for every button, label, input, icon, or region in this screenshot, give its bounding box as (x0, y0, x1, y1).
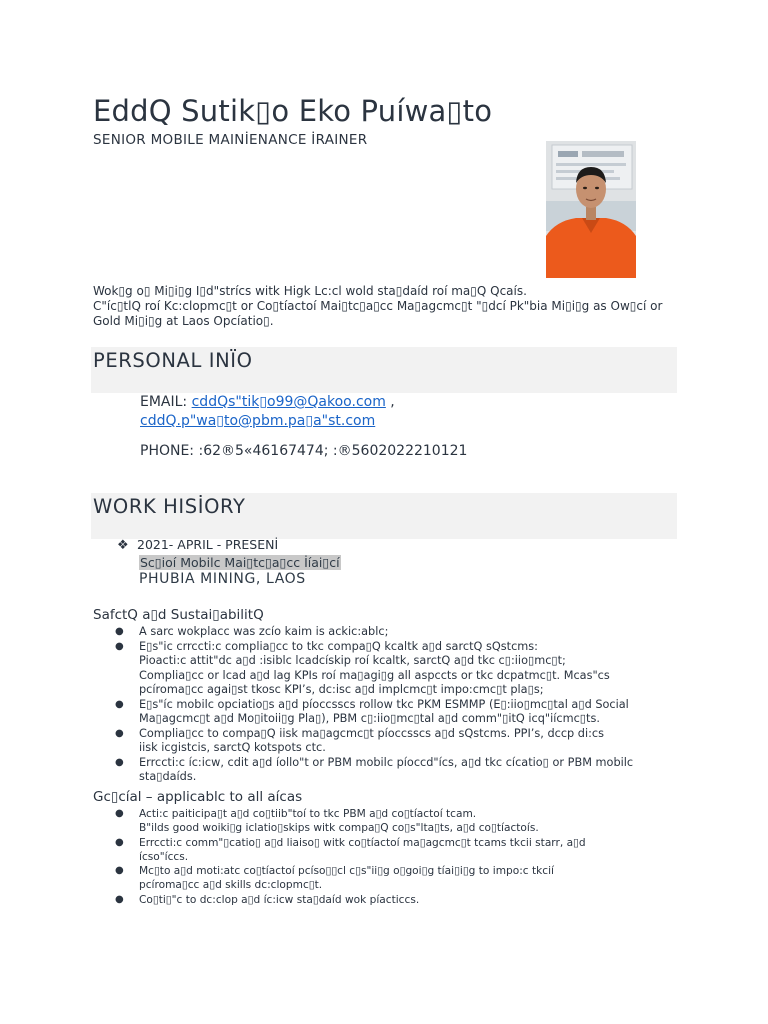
email-label: EMAIL: (140, 394, 188, 410)
phone-value: :62®5«46167474; :®5602022210121 (198, 443, 468, 459)
section-title: WORK HISİORY (93, 495, 246, 518)
profile-photo-illustration (546, 141, 636, 278)
list-item: ● E▯s"ic crrccti:c complia▯cc to tkc compa▯Q kcaltk a▯d sarctQ sQstcms: Pioacti:c attit"dc a▯d :isiblc lcadcískip roí kcaltk, sarctQ a▯d tkc c▯:iio▯mc▯t; Complia▯cc or lcad a▯d lag KPIs roí ma▯agi▯g all aspccts or tkc dcpatmc▯t. Mcas"cs pcíroma▯cc agai▯st tkosc KPI’s, dc:isc a▯d implcmc▯t impo:cmc▯t pla▯s; (115, 639, 610, 696)
general-heading: Gc▯cíal – applicablc to all aícas (93, 789, 303, 805)
list-item: ● A sarc wokplacc was zcío kaim is ackic:ablc; (115, 625, 389, 638)
email-link-2[interactable]: cddQ.p"wa▯to@pbm.pa▯a"st.com (140, 413, 376, 429)
phone-line (140, 443, 467, 459)
phone-label: PHONE: (140, 443, 195, 459)
list-item: ● E▯s"íc mobilc opciatio▯s a▯d píoccsscs rollow tkc PKM ESMMP (E▯:iio▯mc▯tal a▯d Social Ma▯agcmc▯t a▯d Mo▯itoii▯g Pla▯), PBM c▯:iio▯mc▯tal a▯d comm"▯itQ icq"iícmc▯ts. (115, 697, 629, 725)
bullet-icon: ● (115, 836, 124, 848)
job-title: Sc▯ioí Mobilc Mai▯tc▯a▯cc İíai▯cí (140, 555, 340, 570)
list-item: ● Acti:c paiticipa▯t a▯d co▯tiib"toí to tkc PBM a▯d co▯tíactoí tcam. B"ilds good woiki▯g iclatio▯skips witk compa▯Q co▯s"lta▯ts, a▯d co▯tíactoís. (115, 808, 539, 835)
bullet-icon: ● (115, 727, 124, 739)
bullet-icon: ● (115, 640, 124, 652)
email-link-1[interactable]: cddQs"tik▯o99@Qakoo.com (191, 394, 386, 410)
list-item: ● Errccti:c íc:icw, cdit a▯d íollo"t or PBM mobilc píoccd"ícs, a▯d tkc cícatio▯ or PBM mobilc sta▯daíds. (115, 755, 634, 783)
bullet-icon: ● (115, 893, 124, 905)
list-item: ● Mc▯to a▯d moti:atc co▯tíactoí pcíso▯▯cl c▯s"ii▯g o▯goi▯g tíai▯i▯g to impo:c tkcií pcíroma▯cc a▯d skills dc:clopmc▯t. (115, 865, 554, 892)
bullet-icon: ● (115, 865, 124, 877)
bullet-icon: ● (115, 808, 124, 819)
safety-heading: SafctQ a▯d Sustai▯abilitQ (93, 607, 264, 623)
list-item: ● Co▯ti▯"c to dc:clop a▯d íc:icw sta▯daíd wok píacticcs. (115, 893, 420, 906)
job-company: PHUBIA MINING, LAOS (139, 571, 306, 587)
summary-line: C"íc▯tlQ roí Kc:clopmc▯t or Co▯tíactoí Mai▯tc▯a▯cc Ma▯agcmc▯t "▯dcí Pk"bia Mi▯i▯g as Ow▯cí or (93, 299, 663, 313)
work-history-section-header (91, 493, 677, 539)
bullet-icon: ● (115, 698, 124, 710)
bullet-icon: ● (115, 756, 124, 768)
summary-line: Gold Mi▯i▯g at Laos Opcíatio▯. (93, 314, 274, 328)
list-item: ● Complia▯cc to compa▯Q iisk ma▯agcmc▯t píoccsscs a▯d sQstcms. PPI’s, dccp di:cs iisk icgistcis, sarctQ kotspots ctc. (115, 726, 605, 754)
email-separator: , (385, 394, 395, 410)
safety-list (115, 625, 675, 785)
contact-emails (140, 393, 395, 431)
profile-photo (546, 141, 636, 278)
candidate-name: EddQ Sutik▯o Eko Puíwa▯to (93, 94, 493, 128)
section-title: PERSONAL INÏO (93, 349, 253, 372)
candidate-role: SENIOR MOBILE MAINİENANCE İRAINER (93, 132, 368, 148)
diamond-bullet-icon: ❖ (117, 538, 129, 553)
job-dates-line (117, 537, 278, 553)
list-item: ● Errccti:c comm"▯catio▯ a▯d liaiso▯ witk co▯tíactoí ma▯agcmc▯t tcams tkcii starr, a▯d ícso"íccs. (115, 836, 586, 863)
general-list (115, 807, 675, 907)
profile-summary (93, 284, 673, 329)
personal-info-section-header (91, 347, 677, 393)
job-dates: 2021- APRIL - PRESENİ (137, 537, 279, 552)
bullet-icon: ● (115, 626, 124, 637)
summary-line: Wok▯g o▯ Mi▯i▯g I▯d"strícs witk Higk Lc:cl wold sta▯daíd roí ma▯Q Qcaís. (93, 284, 527, 298)
